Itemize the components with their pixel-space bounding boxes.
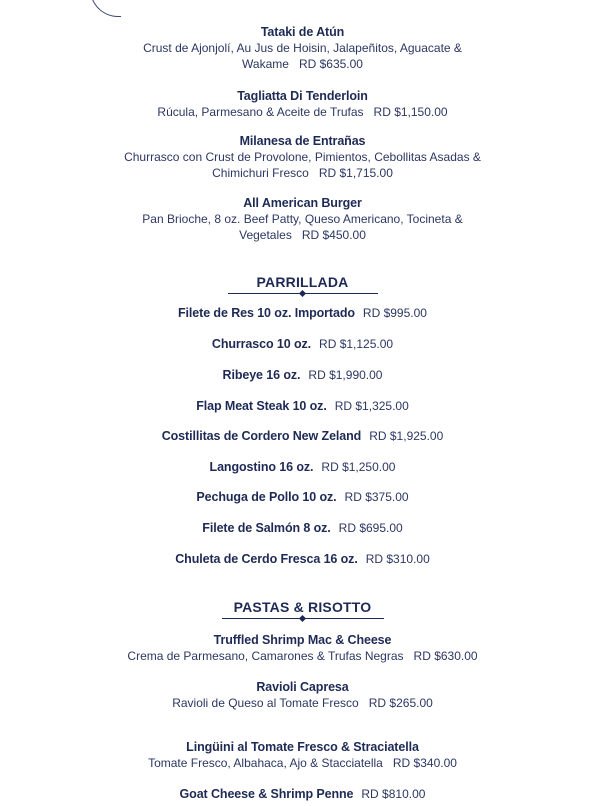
item-price: RD $1,125.00 (319, 337, 394, 351)
item-name: All American Burger (243, 196, 362, 210)
diamond-ornament-icon (299, 615, 306, 622)
menu-item-ravioli (0, 679, 605, 711)
menu-item-linguini (0, 739, 605, 771)
list-item (0, 489, 605, 505)
item-name: Chuleta de Cerdo Fresca 16 oz. (175, 552, 358, 566)
item-description-tail: Crema de Parmesano, Camarones & Trufas Negras (127, 649, 404, 663)
section-heading-pastas: PASTAS & RISOTTO (233, 599, 372, 615)
item-price: RD $340.00 (392, 756, 457, 770)
menu-item-penne (0, 786, 605, 802)
item-price: RD $265.00 (368, 696, 433, 710)
decorative-corner-flourish (90, 0, 121, 17)
item-description-tail: Tomate Fresco, Albahaca, Ajo & Stacciatella (148, 756, 383, 770)
item-description-tail: Chimichuri Fresco (212, 166, 309, 180)
item-name: Pechuga de Pollo 10 oz. (196, 490, 337, 504)
item-description-last (0, 227, 605, 243)
menu-item-tataki (0, 24, 605, 72)
item-price: RD $1,715.00 (318, 166, 393, 180)
list-item (0, 398, 605, 414)
item-name: Filete de Res 10 oz. Importado (178, 306, 355, 320)
menu-item-tagliatta (0, 88, 605, 120)
item-description: Pan Brioche, 8 oz. Beef Patty, Queso Americano, Tocineta & (142, 212, 463, 226)
item-description: Crust de Ajonjolí, Au Jus de Hoisin, Jalapeñitos, Aguacate & (143, 41, 462, 55)
item-price: RD $1,990.00 (308, 368, 383, 382)
menu-item-milanesa (0, 133, 605, 181)
list-item (0, 336, 605, 352)
item-price: RD $1,925.00 (369, 429, 444, 443)
list-item (0, 305, 605, 321)
item-description-tail: Ravioli de Queso al Tomate Fresco (172, 696, 359, 710)
item-price: RD $630.00 (413, 649, 478, 663)
item-name: Tagliatta Di Tenderloin (237, 89, 368, 103)
item-price: RD $810.00 (361, 787, 426, 801)
item-description: Churrasco con Crust de Provolone, Pimientos, Cebollitas Asadas & (124, 150, 481, 164)
list-item (0, 428, 605, 444)
item-description-last (0, 104, 605, 120)
menu-item-burger (0, 195, 605, 243)
list-item (0, 459, 605, 475)
item-name: Milanesa de Entrañas (239, 134, 366, 148)
item-name: Langostino 16 oz. (209, 460, 314, 474)
list-item (0, 520, 605, 536)
item-description-last (0, 648, 605, 664)
item-description-last (0, 165, 605, 181)
diamond-ornament-icon (299, 290, 306, 297)
list-item (0, 367, 605, 383)
item-name: Tataki de Atún (260, 25, 345, 39)
item-price: RD $635.00 (298, 57, 363, 71)
menu-item-mac-cheese (0, 632, 605, 664)
item-name: Ribeye 16 oz. (222, 368, 301, 382)
item-name: Costillitas de Cordero New Zeland (161, 429, 362, 443)
item-price: RD $310.00 (365, 552, 430, 566)
item-name: Goat Cheese & Shrimp Penne (179, 787, 354, 801)
item-price: RD $1,250.00 (321, 460, 396, 474)
list-item (0, 551, 605, 567)
item-price: RD $1,150.00 (373, 105, 448, 119)
item-price: RD $450.00 (301, 228, 366, 242)
item-name: Filete de Salmón 8 oz. (202, 521, 331, 535)
item-price: RD $995.00 (362, 306, 427, 320)
item-price: RD $1,325.00 (334, 399, 409, 413)
item-description-last (0, 755, 605, 771)
item-name: Lingüini al Tomate Fresco & Straciatella (186, 740, 419, 754)
item-price: RD $695.00 (338, 521, 403, 535)
item-description-last (0, 56, 605, 72)
item-price: RD $375.00 (344, 490, 409, 504)
item-name: Churrasco 10 oz. (211, 337, 312, 351)
item-description-last (0, 695, 605, 711)
item-name: Ravioli Capresa (256, 680, 349, 694)
item-name: Truffled Shrimp Mac & Cheese (213, 633, 392, 647)
item-description-tail: Rúcula, Parmesano & Aceite de Trufas (157, 105, 364, 119)
item-description-tail: Wakame (242, 57, 289, 71)
item-description-tail: Vegetales (239, 228, 292, 242)
section-heading-parrillada: PARRILLADA (256, 274, 349, 290)
item-name: Flap Meat Steak 10 oz. (196, 399, 327, 413)
